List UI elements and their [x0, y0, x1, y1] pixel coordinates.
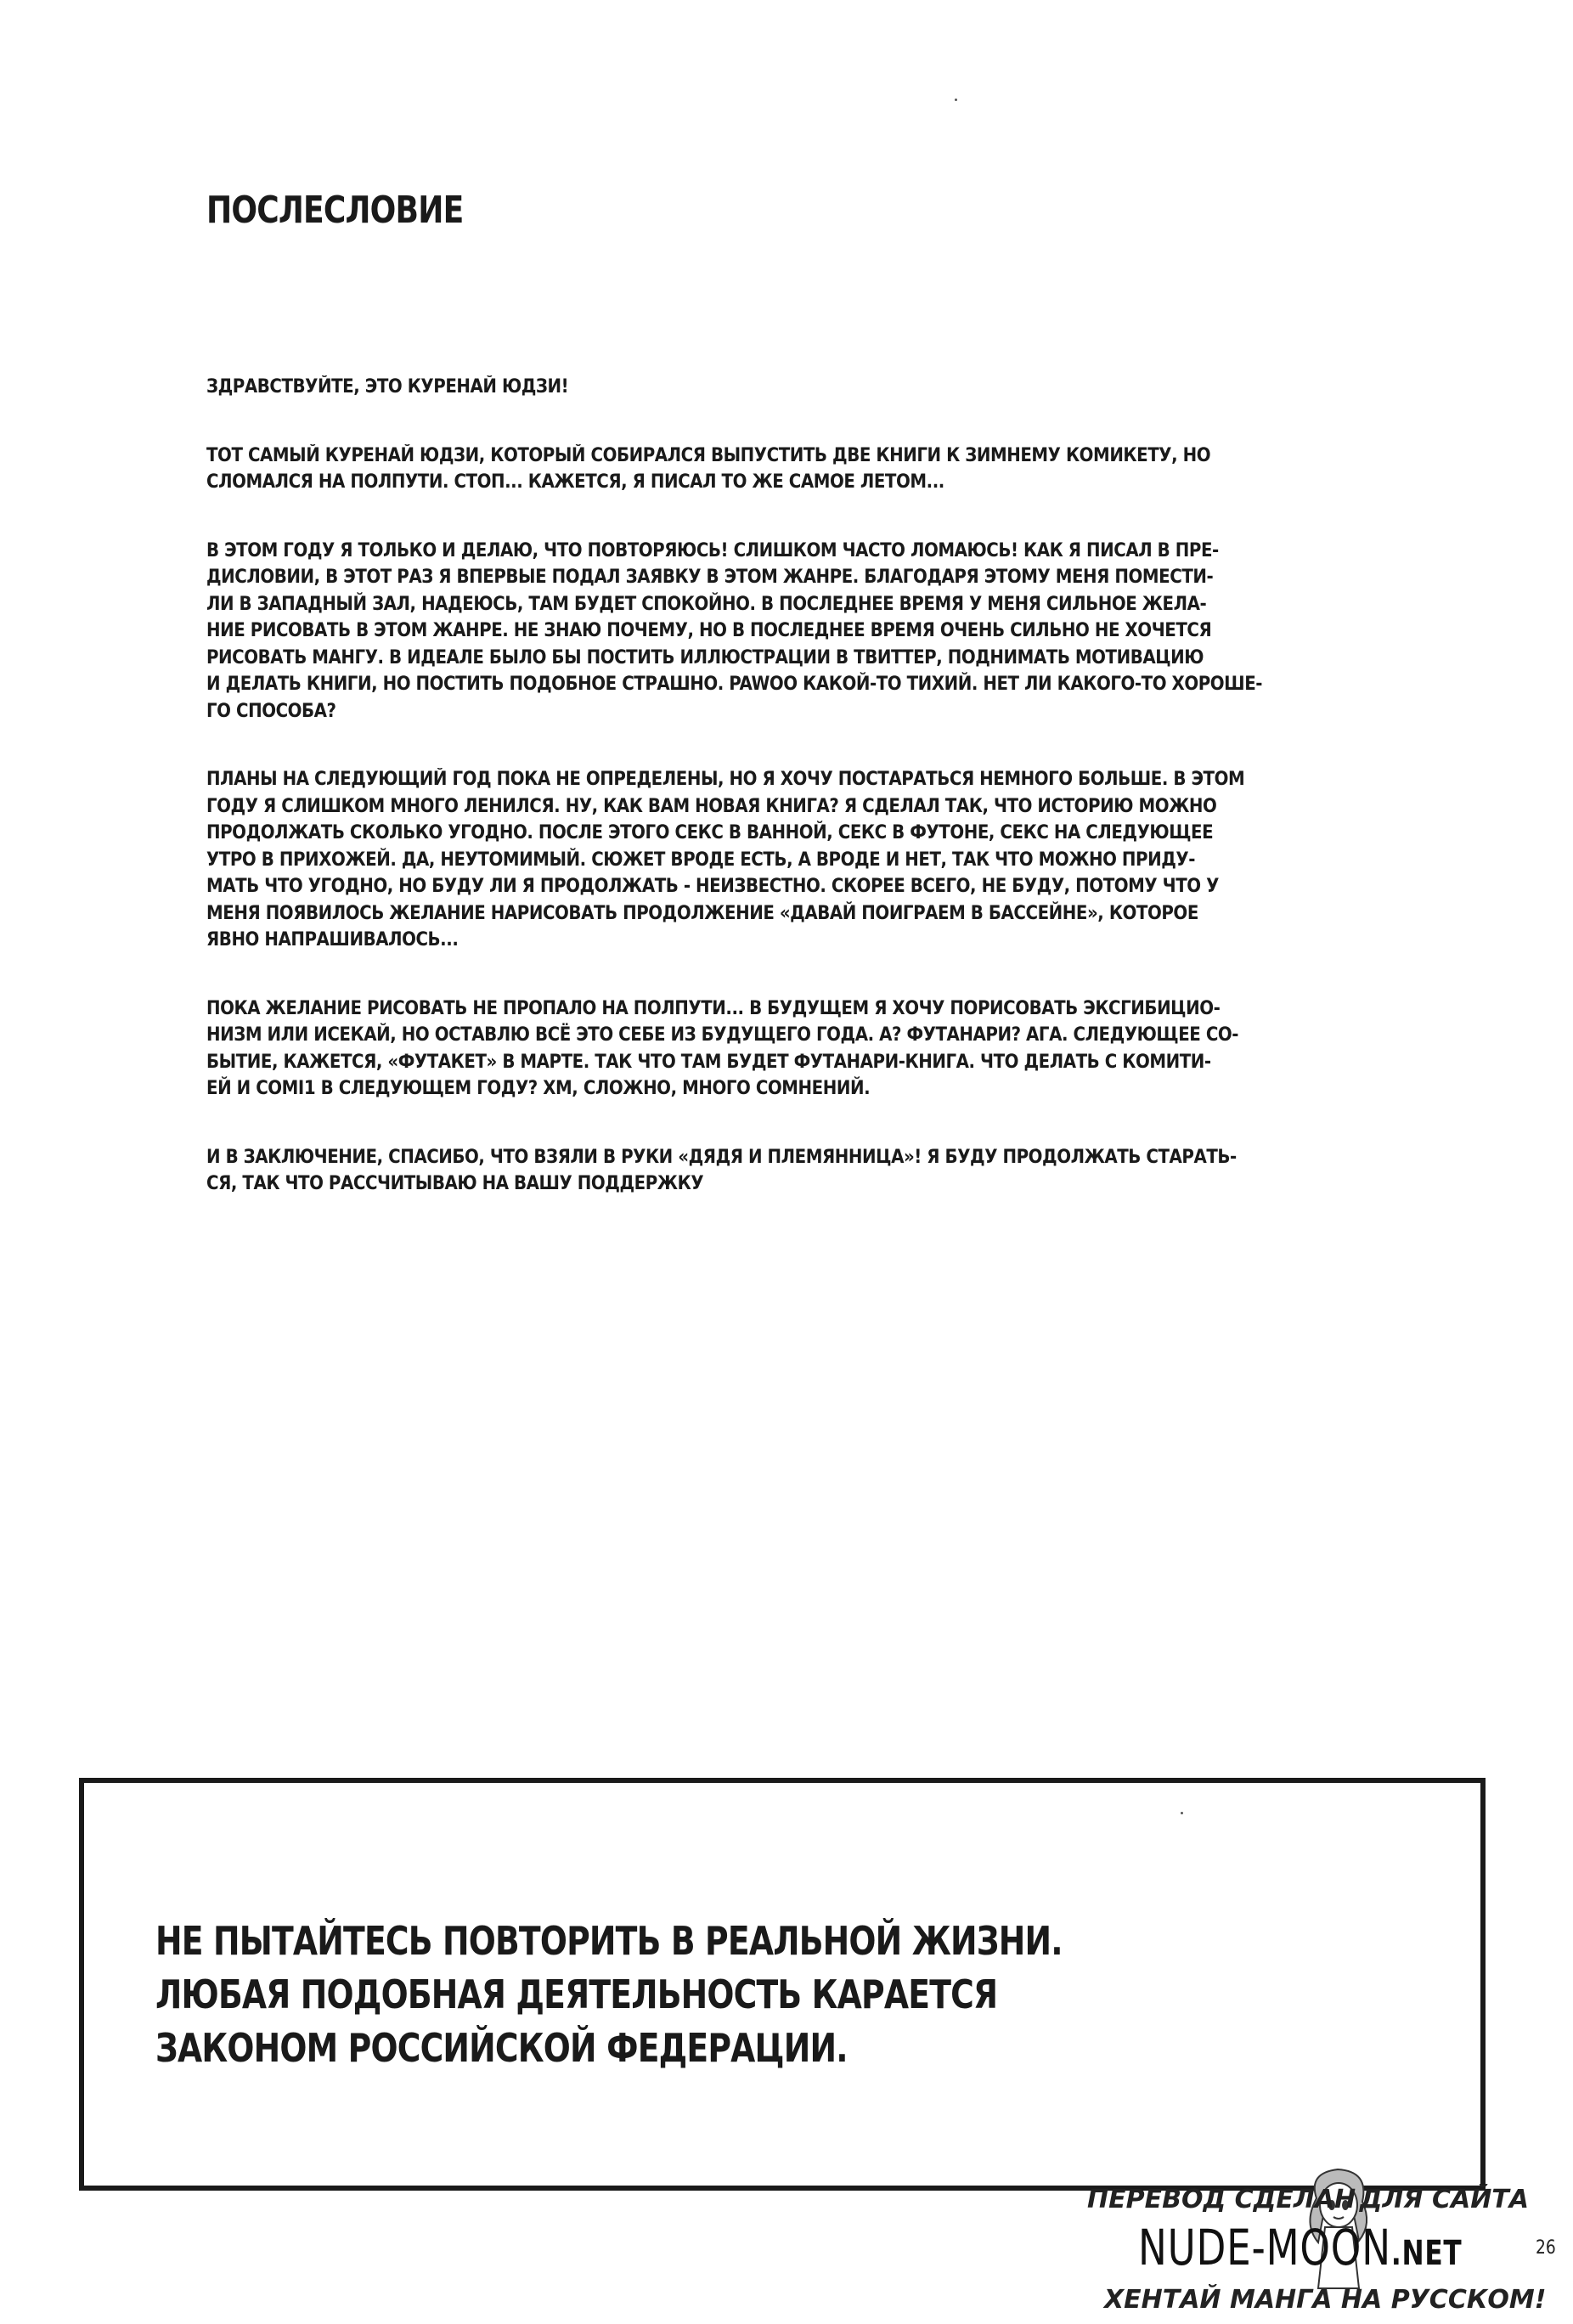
page-title: ПОСЛЕСЛОВИЕ — [206, 189, 464, 232]
credit-text-right: ДЛЯ САЙТА — [1359, 2185, 1529, 2214]
paragraph-intro — [206, 443, 1211, 496]
text-line: РИСОВАТЬ МАНГУ. В ИДЕАЛЕ БЫЛО БЫ ПОСТИТЬ ИЛЛЮСТРАЦИИ В ТВИТТЕР, ПОДНИМАТЬ МОТИВАЦИЮ — [206, 646, 1204, 668]
text-line: И В ЗАКЛЮЧЕНИЕ, СПАСИБО, ЧТО ВЗЯЛИ В РУКИ «ДЯДЯ И ПЛЕМЯННИЦА»! Я БУДУ ПРОДОЛЖАТЬ СТАРАТЬ- — [206, 1146, 1237, 1168]
site-name: NUDE-MOON — [1138, 2219, 1391, 2276]
paragraph-closing — [206, 1144, 1237, 1198]
text-line: ПРОДОЛЖАТЬ СКОЛЬКО УГОДНО. ПОСЛЕ ЭТОГО СЕКС В ВАННОЙ, СЕКС В ФУТОНЕ, СЕКС НА СЛЕДУЮЩЕЕ — [206, 822, 1214, 843]
text-line: ЕЙ И COMI1 В СЛЕДУЮЩЕМ ГОДУ? ХМ, СЛОЖНО, МНОГО СОМНЕНИЙ. — [206, 1078, 871, 1099]
text-line: УТРО В ПРИХОЖЕЙ. ДА, НЕУТОМИМЫЙ. СЮЖЕТ ВРОДЕ ЕСТЬ, А ВРОДЕ И НЕТ, ТАК ЧТО МОЖНО ПРИДУ- — [206, 849, 1196, 871]
text-line: ЛИ В ЗАПАДНЫЙ ЗАЛ, НАДЕЮСЬ, ТАМ БУДЕТ СПОКОЙНО. В ПОСЛЕДНЕЕ ВРЕМЯ У МЕНЯ СИЛЬНОЕ ЖЕЛА- — [206, 593, 1207, 615]
text-line: В ЭТОМ ГОДУ Я ТОЛЬКО И ДЕЛАЮ, ЧТО ПОВТОРЯЮСЬ! СЛИШКОМ ЧАСТО ЛОМАЮСЬ! КАК Я ПИСАЛ В ПРЕ- — [206, 539, 1219, 561]
text-line: СЯ, ТАК ЧТО РАССЧИТЫВАЮ НА ВАШУ ПОДДЕРЖКУ — [206, 1173, 704, 1194]
site-tagline: ХЕНТАЙ МАНГА НА РУССКОМ! — [1104, 2285, 1547, 2315]
text-line: ТОТ САМЫЙ КУРЕНАЙ ЮДЗИ, КОТОРЫЙ СОБИРАЛСЯ ВЫПУСТИТЬ ДВЕ КНИГИ К ЗИМНЕМУ КОМИКЕТУ, НО — [206, 444, 1211, 466]
text-line: ЗДРАВСТВУЙТЕ, ЭТО КУРЕНАЙ ЮДЗИ! — [206, 376, 569, 398]
site-logo-text — [1138, 2219, 1462, 2276]
text-line: НИЗМ ИЛИ ИСЕКАЙ, НО ОСТАВЛЮ ВСЁ ЭТО СЕБЕ ИЗ БУДУЩЕГО ГОДА. А? ФУТАНАРИ? АГА. СЛЕДУЮЩЕЕ СО- — [206, 1024, 1239, 1046]
afterword-body — [206, 374, 1263, 1239]
text-line: ПОКА ЖЕЛАНИЕ РИСОВАТЬ НЕ ПРОПАЛО НА ПОЛПУТИ... В БУДУЩЕМ Я ХОЧУ ПОРИСОВАТЬ ЭКСГИБИЦИО- — [206, 997, 1221, 1019]
paragraph-future — [206, 996, 1239, 1103]
text-line: СЛОМАЛСЯ НА ПОЛПУТИ. СТОП... КАЖЕТСЯ, Я ПИСАЛ ТО ЖЕ САМОЕ ЛЕТОМ... — [206, 471, 944, 493]
text-line: ГОДУ Я СЛИШКОМ МНОГО ЛЕНИЛСЯ. НУ, КАК ВАМ НОВАЯ КНИГА? Я СДЕЛАЛ ТАК, ЧТО ИСТОРИЮ МОЖНО — [206, 795, 1217, 817]
warning-line: ЗАКОНОМ РОССИЙСКОЙ ФЕДЕРАЦИИ. — [155, 2025, 848, 2071]
text-line: ПЛАНЫ НА СЛЕДУЮЩИЙ ГОД ПОКА НЕ ОПРЕДЕЛЕНЫ, НО Я ХОЧУ ПОСТАРАТЬСЯ НЕМНОГО БОЛЬШЕ. В ЭТОМ — [206, 769, 1245, 790]
paragraph-plans — [206, 766, 1245, 954]
warning-line: НЕ ПЫТАЙТЕСЬ ПОВТОРИТЬ В РЕАЛЬНОЙ ЖИЗНИ. — [155, 1918, 1063, 1964]
page-number: 26 — [1536, 2237, 1556, 2259]
legal-warning-box — [79, 1778, 1486, 2191]
warning-line: ЛЮБАЯ ПОДОБНАЯ ДЕЯТЕЛЬНОСТЬ КАРАЕТСЯ — [155, 1971, 998, 2017]
paragraph-greeting — [206, 374, 1166, 401]
text-line: МЕНЯ ПОЯВИЛОСЬ ЖЕЛАНИЕ НАРИСОВАТЬ ПРОДОЛЖЕНИЕ «ДАВАЙ ПОИГРАЕМ В БАССЕЙНЕ», КОТОРОЕ — [206, 902, 1198, 924]
paragraph-this-year — [206, 538, 1263, 725]
text-line: БЫТИЕ, КАЖЕТСЯ, «ФУТАКЕТ» В МАРТЕ. ТАК ЧТО ТАМ БУДЕТ ФУТАНАРИ-КНИГА. ЧТО ДЕЛАТЬ С КОМИТИ- — [206, 1051, 1211, 1073]
legal-warning-text — [155, 1915, 1063, 2075]
scan-speck — [955, 99, 957, 101]
text-line: ДИСЛОВИИ, В ЭТОТ РАЗ Я ВПЕРВЫЕ ПОДАЛ ЗАЯВКУ В ЭТОМ ЖАНРЕ. БЛАГОДАРЯ ЭТОМУ МЕНЯ ПОМЕСТИ- — [206, 567, 1214, 588]
text-line: И ДЕЛАТЬ КНИГИ, НО ПОСТИТЬ ПОДОБНОЕ СТРАШНО. PAWOO КАКОЙ-ТО ТИХИЙ. НЕТ ЛИ КАКОГО-ТО ХОРОШЕ- — [206, 674, 1263, 695]
credit-text-left: ПЕРЕВОД СДЕЛАН — [1087, 2185, 1356, 2214]
site-tld: .NET — [1390, 2234, 1463, 2273]
text-line: МАТЬ ЧТО УГОДНО, НО БУДУ ЛИ Я ПРОДОЛЖАТЬ - НЕИЗВЕСТНО. СКОРЕЕ ВСЕГО, НЕ БУДУ, ПОТОМУ ЧТО У — [206, 876, 1219, 897]
text-line: ЯВНО НАПРАШИВАЛОСЬ... — [206, 929, 459, 950]
text-line: ГО СПОСОБА? — [206, 700, 336, 722]
credit-header — [1087, 2185, 1529, 2214]
text-line: НИЕ РИСОВАТЬ В ЭТОМ ЖАНРЕ. НЕ ЗНАЮ ПОЧЕМУ, НО В ПОСЛЕДНЕЕ ВРЕМЯ ОЧЕНЬ СИЛЬНО НЕ ХОЧЕТСЯ — [206, 620, 1212, 641]
